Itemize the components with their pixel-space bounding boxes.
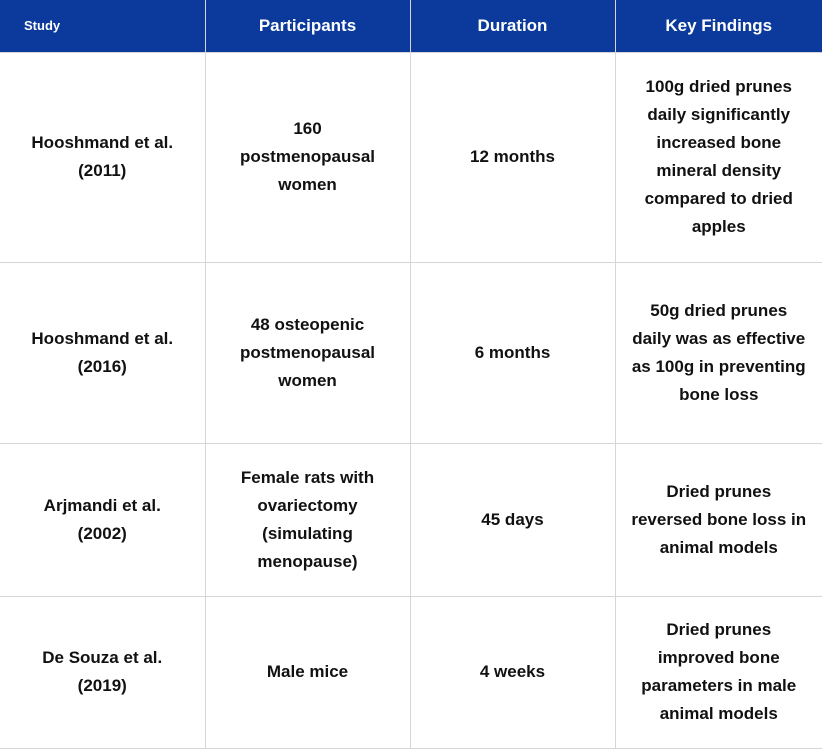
header-key-findings: Key Findings [615, 0, 822, 52]
cell-duration: 12 months [410, 52, 615, 262]
header-participants: Participants [205, 0, 410, 52]
cell-study: Arjmandi et al. (2002) [0, 443, 205, 596]
cell-study: De Souza et al. (2019) [0, 596, 205, 748]
cell-participants: 48 osteopenic postmenopausal women [205, 262, 410, 443]
table-header-row [0, 0, 822, 52]
header-duration: Duration [410, 0, 615, 52]
cell-key-findings: Dried prunes improved bone parameters in male animal models [615, 596, 822, 748]
table-row [0, 52, 822, 262]
cell-participants: 160 postmenopausal women [205, 52, 410, 262]
cell-participants: Male mice [205, 596, 410, 748]
cell-key-findings: 50g dried prunes daily was as effective as 100g in preventing bone loss [615, 262, 822, 443]
cell-duration: 6 months [410, 262, 615, 443]
cell-participants: Female rats with ovariectomy (simulating menopause) [205, 443, 410, 596]
cell-duration: 4 weeks [410, 596, 615, 748]
header-study: Study [0, 0, 205, 52]
table-row [0, 596, 822, 748]
cell-study: Hooshmand et al. (2011) [0, 52, 205, 262]
cell-study: Hooshmand et al. (2016) [0, 262, 205, 443]
cell-key-findings: 100g dried prunes daily significantly increased bone mineral density compared to dried apples [615, 52, 822, 262]
table-row [0, 443, 822, 596]
cell-duration: 45 days [410, 443, 615, 596]
cell-key-findings: Dried prunes reversed bone loss in animal models [615, 443, 822, 596]
table-row [0, 262, 822, 443]
